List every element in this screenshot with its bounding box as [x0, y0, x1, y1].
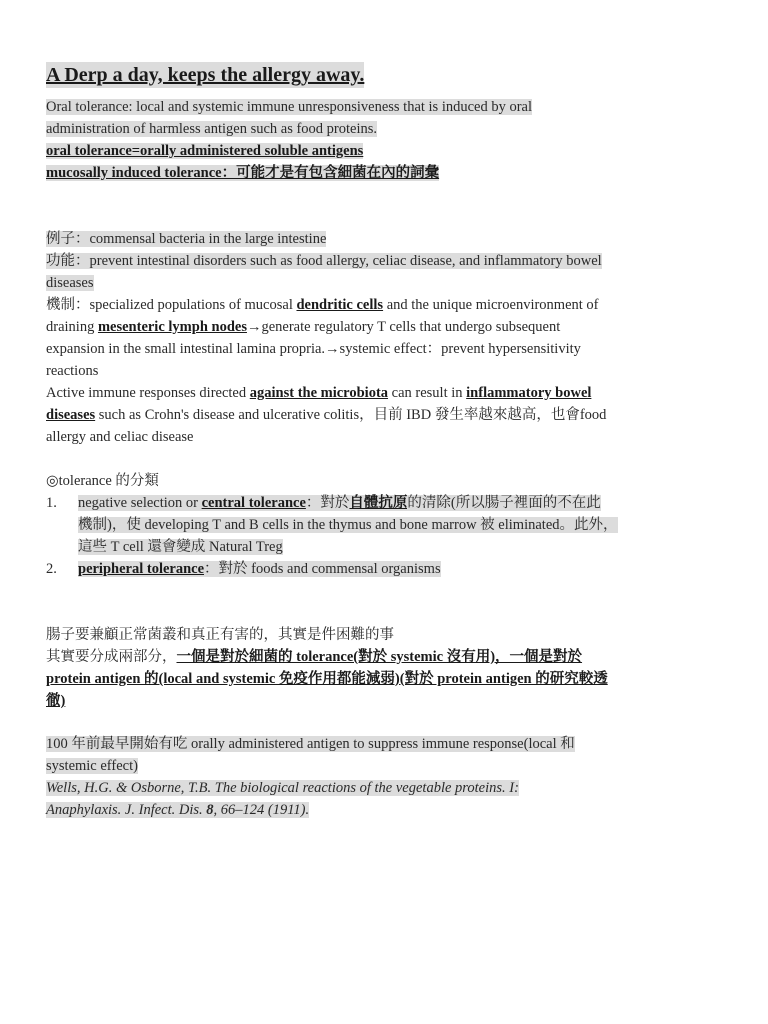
active-line-3: allergy and celiac disease [46, 429, 194, 445]
history-line-1: 100 年前最早開始有吃 orally administered antigen to suppress immune response(local 和 [46, 736, 575, 752]
history-line-2: systemic effect) [46, 758, 138, 774]
mechanism-line-2: draining mesenteric lymph nodes→generate regulatory T cells that undergo subsequent [46, 319, 561, 335]
function-line-2: diseases [46, 275, 94, 291]
list-number-2: 2. [46, 561, 57, 577]
list-item-2: peripheral tolerance：對於 foods and commensal organisms [78, 561, 441, 577]
document-title: A Derp a day, keeps the allergy away. [46, 64, 365, 86]
function-line-1: 功能：prevent intestinal disorders such as food allergy, celiac disease, and inflammatory bowel [46, 253, 602, 269]
active-line-2: diseases such as Crohn's disease and ulcerative colitis，目前 IBD 發生率越來越高，也會food [46, 407, 607, 423]
reference-line-1: Wells, H.G. & Osborne, T.B. The biological reactions of the vegetable proteins. I: [46, 780, 519, 796]
example-line: 例子：commensal bacteria in the large intestine [46, 231, 327, 247]
intro-line-1: Oral tolerance: local and systemic immune unresponsiveness that is induced by oral [46, 99, 533, 115]
active-line-1: Active immune responses directed against the microbiota can result in inflammatory bowel [46, 385, 592, 401]
mechanism-line-4: reactions [46, 363, 99, 379]
gut-line-1: 腸子要兼顧正常菌叢和真正有害的，其實是件困難的事 [46, 627, 394, 643]
mechanism-line-1: 機制：specialized populations of mucosal dendritic cells and the unique microenvironment of [46, 297, 599, 313]
reference-line-2: Anaphylaxis. J. Infect. Dis. 8, 66–124 (1911). [46, 802, 310, 818]
gut-line-4: 徹) [46, 693, 66, 709]
list-number-1: 1. [46, 495, 57, 511]
gut-line-3: protein antigen 的(local and systemic 免疫作用都能減弱)(對於 protein antigen 的研究較透 [46, 671, 608, 687]
intro-line-2: administration of harmless antigen such as food proteins. [46, 121, 378, 137]
gut-line-2: 其實要分成兩部分，一個是對於細菌的 tolerance(對於 systemic 沒有用)，一個是對於 [46, 649, 583, 665]
mechanism-line-3: expansion in the small intestinal lamina propria.→systemic effect：prevent hypersensitivity [46, 341, 581, 357]
list-item-1-line-1: negative selection or central tolerance：對於自體抗原的清除(所以腸子裡面的不在此 [78, 495, 601, 511]
list-item-1-line-2: 機制)，使 developing T and B cells in the thymus and bone marrow 被 eliminated。此外， [78, 517, 618, 533]
intro-line-4: mucosally induced tolerance：可能才是有包含細菌在內的詞彙 [46, 165, 440, 181]
classification-heading: ◎tolerance 的分類 [46, 473, 159, 489]
intro-line-3: oral tolerance=orally administered soluble antigens [46, 143, 364, 159]
list-item-1-line-3: 這些 T cell 還會變成 Natural Treg [78, 539, 283, 555]
